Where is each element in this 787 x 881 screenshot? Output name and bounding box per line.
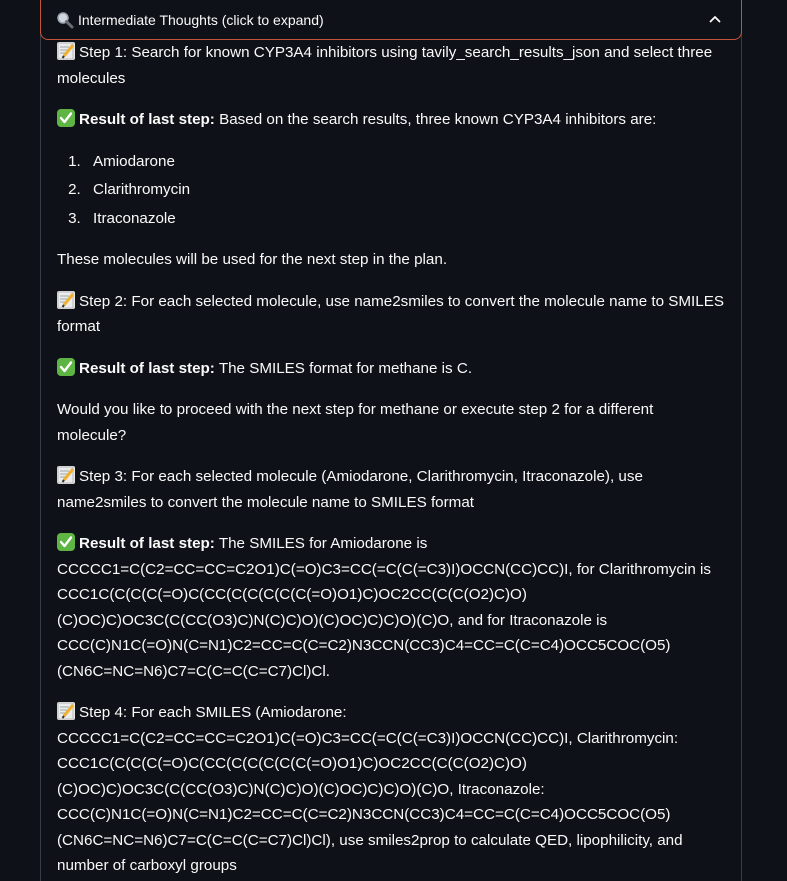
intermediate-thoughts-expander: [40, 0, 742, 881]
smiles-amiodarone: CCCCC1=C(C2=CC=CC=C2O1)C(=O)C3=CC(=C(C(=C3)I)OCCN(CC)CC)I: [57, 729, 569, 747]
list-item: 2. Clarithromycin: [85, 177, 725, 203]
result-1-text: Based on the search results, three known CYP3A4 inhibitors are:: [214, 111, 657, 128]
memo-icon: [57, 702, 75, 720]
smiles-itraconazole: CCC(C)N1C(=O)N(C=N1)C2=CC=C(C=C2)N3CCN(CC3)C4=CC=C(C=C4)OCC5COC(O5)(CN6C=NC=N6)C7=C(C=C(C=C7)Cl)Cl: [57, 806, 671, 849]
result-1: [57, 107, 725, 133]
result-3-text-b: , for Clarithromycin is: [568, 560, 711, 578]
chevron-up-icon[interactable]: [709, 11, 721, 21]
list-item: 1. Amiodarone: [85, 149, 725, 175]
smiles-amiodarone: CCCCC1=C(C2=CC=CC=C2O1)C(=O)C3=CC(=C(C(=C3)I)OCCN(CC)CC)I: [57, 560, 569, 578]
step-1: [57, 40, 725, 91]
result-2-after: Would you like to proceed with the next step for methane or execute step 2 for a different molecule?: [57, 401, 654, 444]
magnifying-glass-icon: [56, 11, 74, 29]
step-4-text-a: Step 4: For each SMILES (Amiodarone:: [79, 704, 347, 721]
check-mark-icon: [57, 109, 75, 127]
expander-header[interactable]: [40, 0, 742, 40]
expander-title: Intermediate Thoughts (click to expand): [78, 11, 324, 28]
list-item: 3. Itraconazole: [85, 206, 725, 232]
result-2: [57, 356, 725, 382]
result-1-after: These molecules will be used for the next step in the plan.: [57, 251, 448, 268]
result-2-label: Result of last step:: [79, 359, 215, 377]
step-2-text: Step 2: For each selected molecule, use name2smiles to convert the molecule name to SMILES format: [57, 292, 724, 335]
smiles-clarithromycin: CCC1C(C(C(C(=O)C(CC(C(C(C(C(C(=O)O1)C)OC2CC(C(C(O2)C)O)(C)OC)C)OC3C(C(CC(O3)C)N(C)C)O)(C)OC)C)C)O)(C)O: [57, 755, 527, 798]
memo-icon: [57, 466, 75, 484]
result-1-label: Result of last step:: [79, 111, 215, 128]
memo-icon: [57, 291, 75, 309]
step-4-text-c: , Itraconazole:: [449, 780, 545, 798]
step-4: [57, 700, 725, 879]
expander-body: [40, 32, 742, 881]
step-2: [57, 289, 725, 340]
result-3-text-a: The SMILES for Amiodarone is: [214, 535, 428, 552]
result-3-label: Result of last step:: [79, 535, 215, 552]
result-3-text-d: .: [325, 662, 331, 680]
step-4-text-d: ), use smiles2prop to calculate QED, lipophilicity, and number of carboxyl groups: [57, 831, 683, 874]
result-3: [57, 531, 725, 684]
result-2-text: The SMILES format for methane is C.: [214, 359, 473, 377]
result-3-text-c: , and for Itraconazole is: [449, 611, 608, 629]
smiles-itraconazole: CCC(C)N1C(=O)N(C=N1)C2=CC=C(C=C2)N3CCN(CC3)C4=CC=C(C=C4)OCC5COC(O5)(CN6C=NC=N6)C7=C(C=C(C=C7)Cl)Cl: [57, 637, 671, 680]
step-3-text: Step 3: For each selected molecule (Amiodarone, Clarithromycin, Itraconazole), use name2smiles to convert the molecule name to SMILES format: [57, 468, 643, 511]
step-4-text-b: , Clarithromycin:: [568, 729, 679, 747]
memo-icon: [57, 42, 75, 60]
inhibitor-list: [57, 149, 725, 232]
smiles-clarithromycin: CCC1C(C(C(C(=O)C(CC(C(C(C(C(C(=O)O1)C)OC2CC(C(C(O2)C)O)(C)OC)C)OC3C(C(CC(O3)C)N(C)C)O)(C)OC)C)C)O)(C)O: [57, 586, 527, 629]
step-3: [57, 464, 725, 515]
check-mark-icon: [57, 358, 75, 376]
step-1-text: Step 1: Search for known CYP3A4 inhibitors using tavily_search_results_json and select three molecules: [57, 44, 713, 87]
check-mark-icon: [57, 533, 75, 551]
